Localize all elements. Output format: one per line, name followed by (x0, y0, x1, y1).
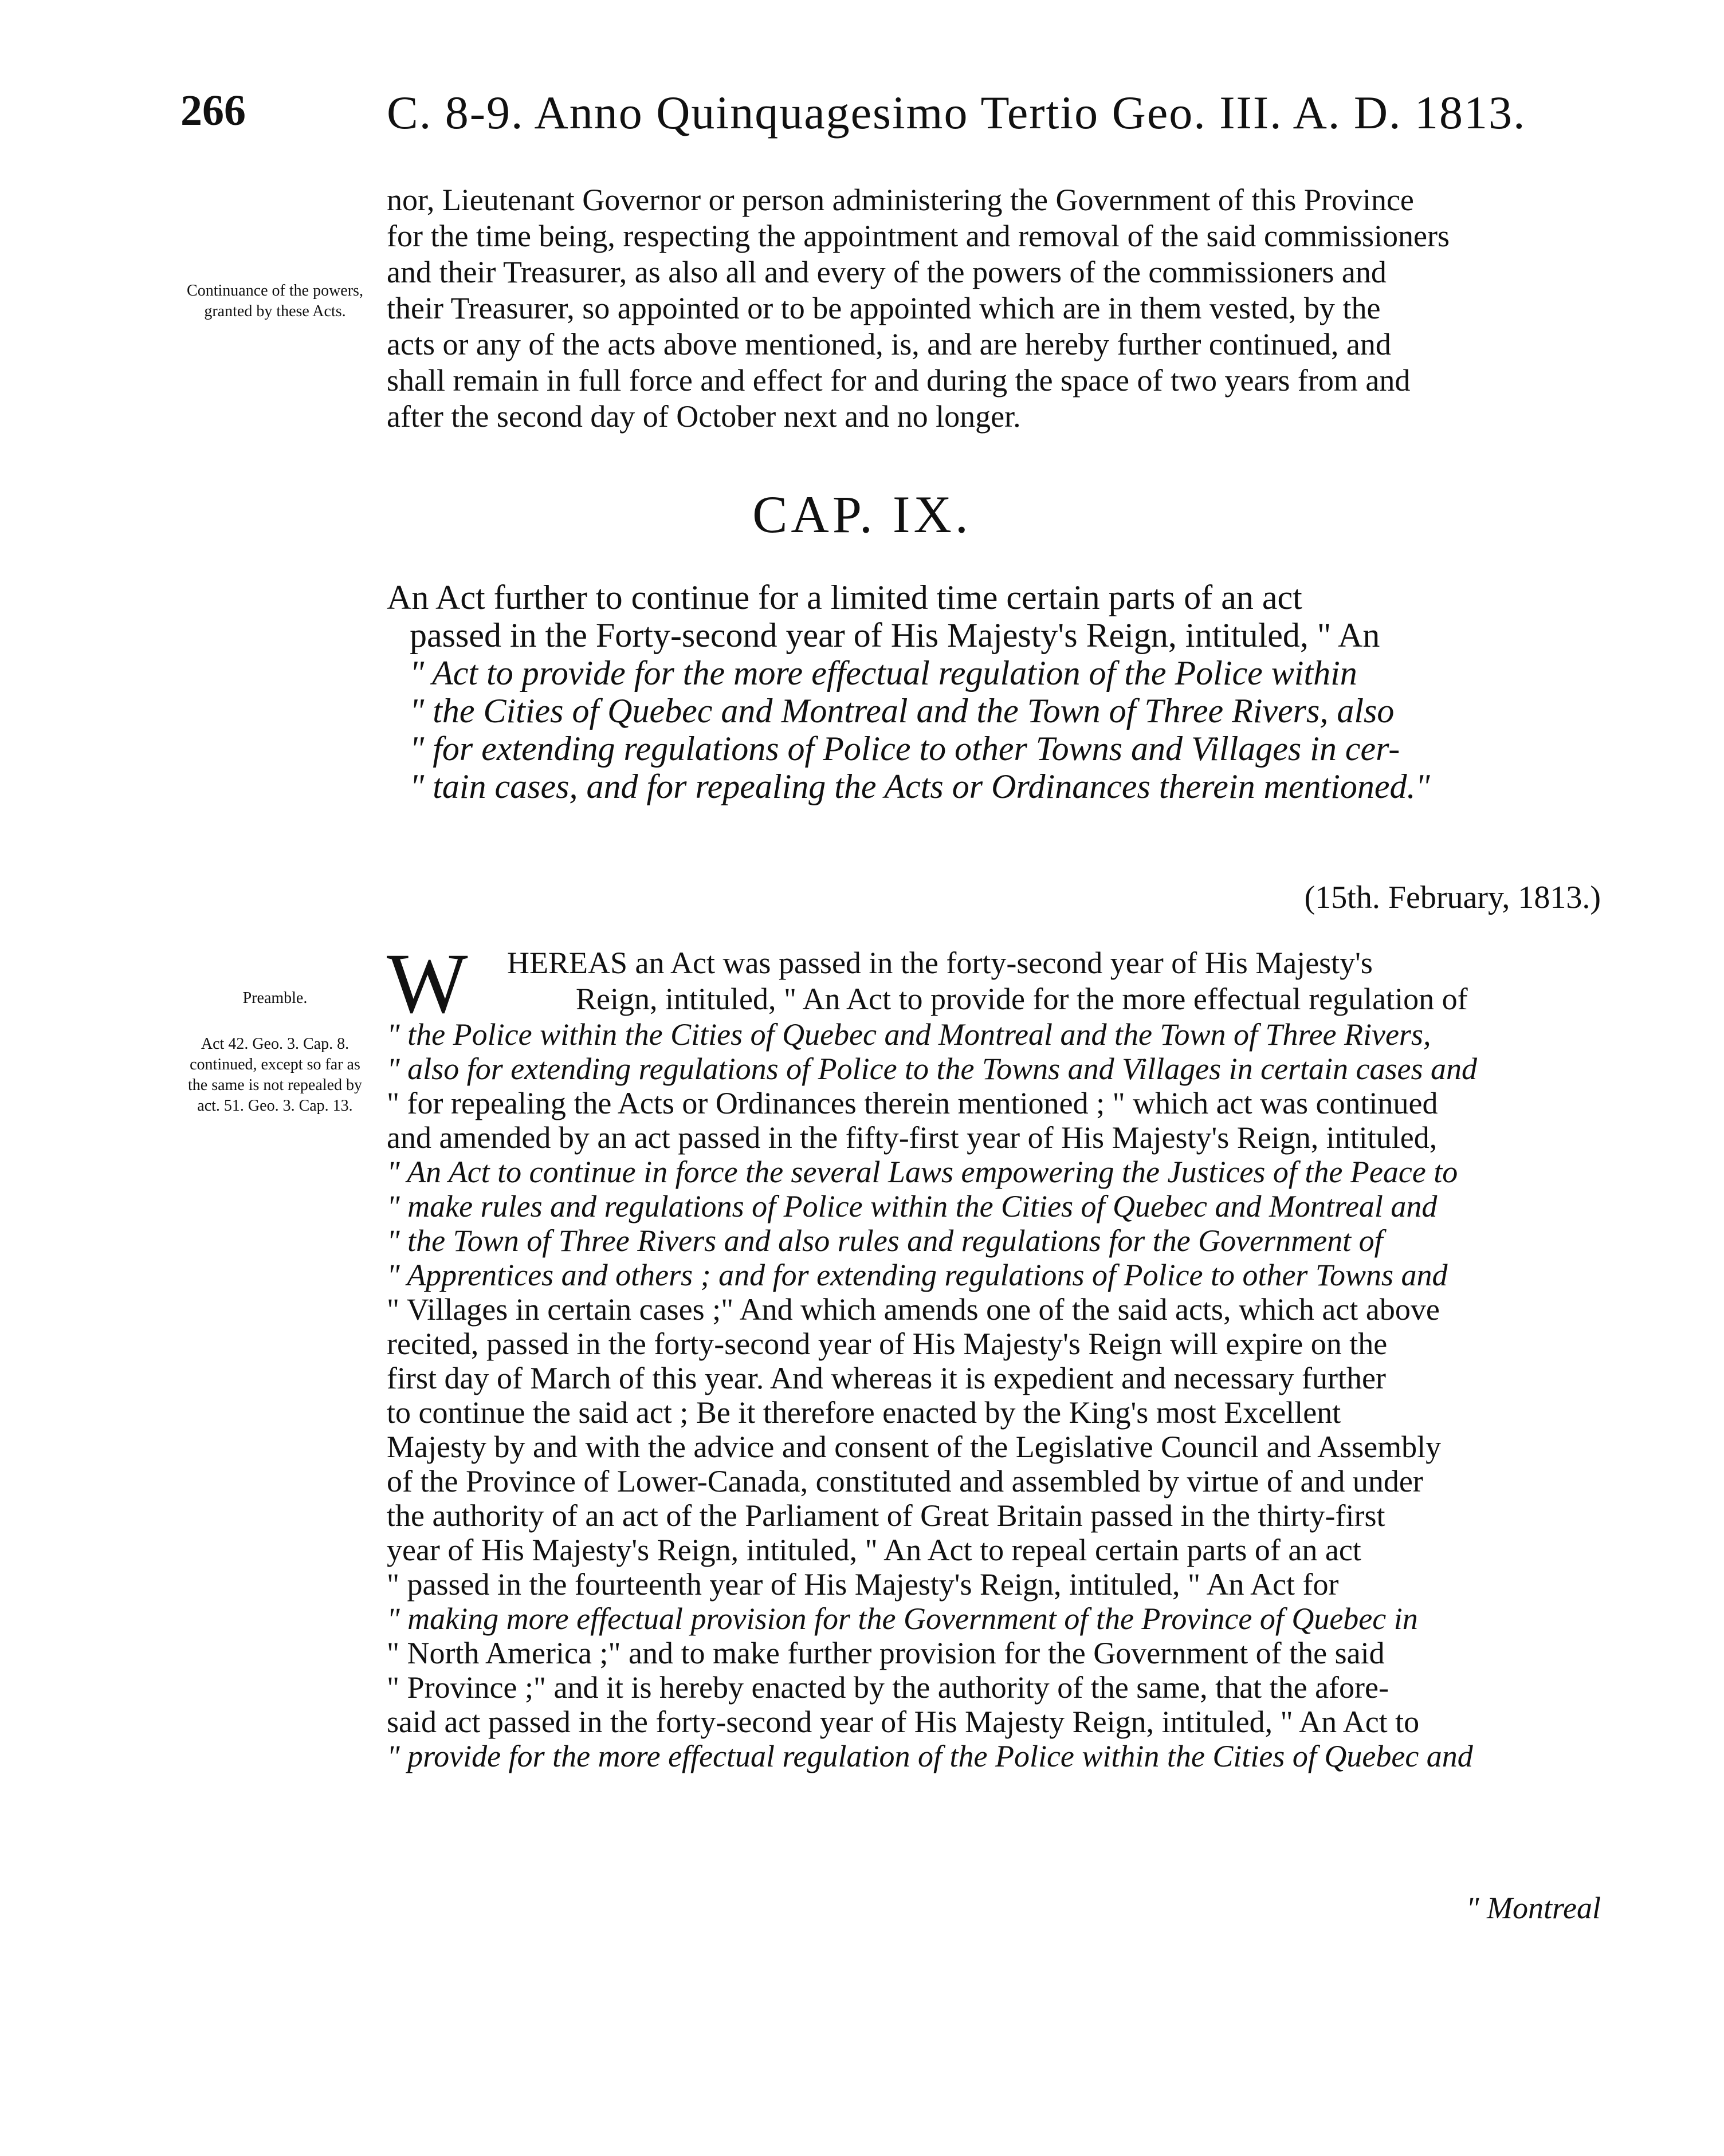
text-line: for the time being, respecting the appointment and removal of the said commissioners (387, 219, 1450, 253)
text-line: Majesty by and with the advice and consent of the Legislative Council and Assembly (387, 1430, 1442, 1464)
chapter-title: CAP. IX. (752, 485, 972, 544)
text-line: " Province ;" and it is hereby enacted by the authority of the same, that the afore- (387, 1670, 1389, 1705)
text-line: and amended by an act passed in the fifty-first year of His Majesty's Reign, intituled, (387, 1120, 1438, 1155)
text-line: " North America ;" and to make further provision for the Government of the said (387, 1636, 1385, 1670)
text-line: recited, passed in the forty-second year of His Majesty's Reign will expire on the (387, 1327, 1388, 1361)
catchword: " Montreal (1466, 1891, 1601, 1925)
text-line: " the Police within the Cities of Quebec and Montreal and the Town of Three Rivers, (387, 1017, 1431, 1052)
act-date: (15th. February, 1813.) (1304, 880, 1601, 915)
text-line: first day of March of this year. And whereas it is expedient and necessary further (387, 1361, 1386, 1395)
text-line: the authority of an act of the Parliament of Great Britain passed in the thirty-first (387, 1498, 1385, 1533)
text-line: " An Act to continue in force the several Laws empowering the Justices of the Peace to (387, 1155, 1458, 1189)
text-line: and their Treasurer, as also all and every of the powers of the commissioners and (387, 255, 1387, 289)
text-line: after the second day of October next and no longer. (387, 399, 1021, 434)
text-line: shall remain in full force and effect for and during the space of two years from and (387, 363, 1411, 398)
text-line: " passed in the fourteenth year of His Majesty's Reign, intituled, " An Act for (387, 1567, 1339, 1602)
act-title-line: " tain cases, and for repealing the Acts or Ordinances therein mentioned." (410, 768, 1430, 805)
act-title-line: " the Cities of Quebec and Montreal and the Town of Three Rivers, also (410, 692, 1395, 730)
running-head: C. 8-9. Anno Quinquagesimo Tertio Geo. III. A. D. 1813. (387, 86, 1526, 139)
margin-note-act-reference: Act 42. Geo. 3. Cap. 8. continued, except so far as the same is not repealed by act. 51. Geo. 3. Cap. 13. (187, 1035, 362, 1115)
act-title (387, 579, 1667, 805)
text-line: " make rules and regulations of Police within the Cities of Quebec and Montreal and (387, 1189, 1438, 1223)
text-line: nor, Lieutenant Governor or person administering the Government of this Province (387, 183, 1414, 217)
act-title-line: " for extending regulations of Police to other Towns and Villages in cer- (410, 730, 1400, 768)
margin-note-preamble: Preamble. (242, 989, 308, 1007)
act-title-line: passed in the Forty-second year of His Majesty's Reign, intituled, " An (410, 616, 1380, 654)
text-line: Reign, intituled, " An Act to provide for the more effectual regulation of (576, 982, 1468, 1016)
act-title-line: An Act further to continue for a limited time certain parts of an act (387, 579, 1302, 616)
margin-note-continuance: Continuance of the powers, granted by these Acts. (187, 282, 363, 320)
text-line: HEREAS an Act was passed in the forty-second year of His Majesty's (507, 946, 1373, 980)
text-line: " also for extending regulations of Police to the Towns and Villages in certain cases and (387, 1052, 1478, 1086)
text-line: " Villages in certain cases ;" And which amends one of the said acts, which act above (387, 1292, 1440, 1327)
text-line: of the Province of Lower-Canada, constituted and assembled by virtue of and under (387, 1464, 1423, 1498)
act-title-line: " Act to provide for the more effectual regulation of the Police within (410, 654, 1357, 692)
text-line: their Treasurer, so appointed or to be appointed which are in them vested, by the (387, 291, 1381, 325)
drop-cap: W (387, 936, 468, 1031)
preamble-body (387, 1017, 1667, 1773)
top-paragraph (387, 182, 1667, 435)
text-line: said act passed in the forty-second year of His Majesty Reign, intituled, " An Act to (387, 1705, 1420, 1739)
text-line: to continue the said act ; Be it therefore enacted by the King's most Excellent (387, 1395, 1341, 1430)
page-header (180, 86, 1670, 155)
page-number: 266 (180, 86, 246, 135)
text-line: " for repealing the Acts or Ordinances therein mentioned ; " which act was continued (387, 1086, 1438, 1120)
text-line: " the Town of Three Rivers and also rules and regulations for the Government of (387, 1223, 1383, 1258)
dropcap-lines (507, 945, 1667, 1017)
text-line: year of His Majesty's Reign, intituled, " An Act to repeal certain parts of an act (387, 1533, 1361, 1567)
text-line: " provide for the more effectual regulation of the Police within the Cities of Quebec and (387, 1739, 1473, 1773)
text-line: " making more effectual provision for the Government of the Province of Quebec in (387, 1602, 1418, 1636)
text-line: acts or any of the acts above mentioned, is, and are hereby further continued, and (387, 327, 1391, 361)
text-line: " Apprentices and others ; and for extending regulations of Police to other Towns and (387, 1258, 1448, 1292)
